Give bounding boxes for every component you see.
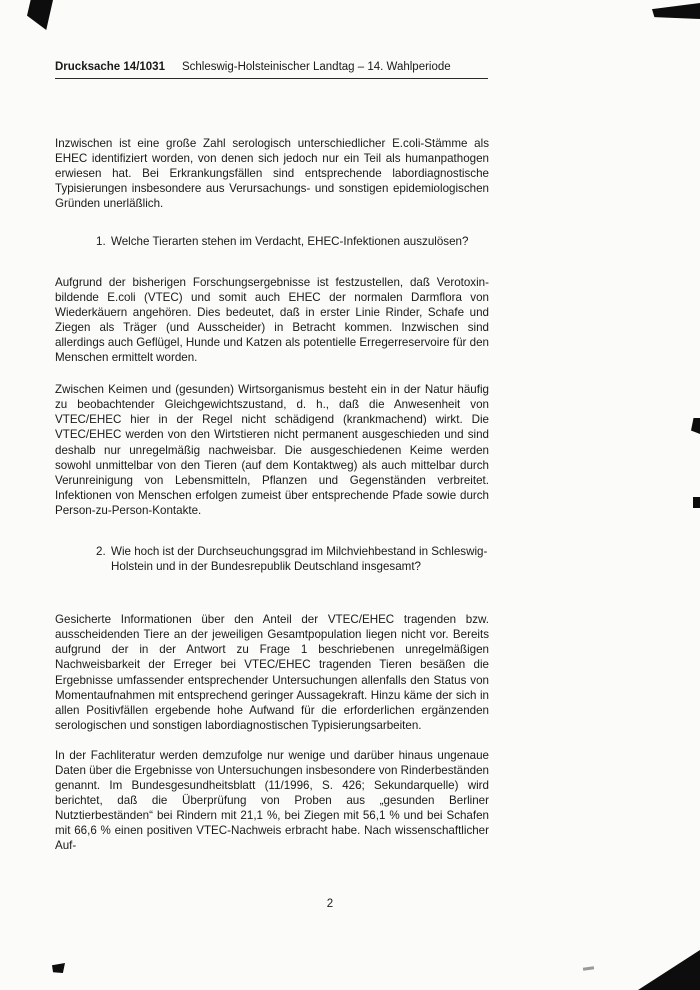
doc-number: Drucksache 14/1031 [55, 61, 165, 73]
paragraph-answer2a: Gesicherte Informationen über den Anteil der VTEC/EHEC tragenden bzw. ausscheidenden Tiere an der jeweiligen Gesamtpopulation liegen nicht vor. Bereits aufgrund der in der Antwort zu Frage 1 beschriebenen unregelmäßigen Nachweisbarkeit der Erreger bei VTEC/EHEC tragenden Tieren besäßen die Ergebnisse umfassender entsprechender Untersuchungen allenfalls den Status von Momentaufnahmen mit entsprechend geringer Aussagekraft. Hinzu käme der sich in allen Positivfällen ergebende hohe Aufwand für die erforderlichen ergänzenden serologischen und sonstigen labordiagnostischen Typisierungsarbeiten. [55, 613, 489, 732]
question-1 [96, 234, 489, 249]
question-2-number: 2. [96, 544, 106, 558]
paragraph-answer2b: In der Fachliteratur werden demzufolge nur wenige und darüber hinaus ungenaue Daten über die Ergebnisse von Untersuchungen insbesondere von Rinderbeständen genannt. Im Bundesgesundheitsblatt (11/1996, S. 426; Sekundarquelle) wird berichtet, daß die Überprüfung von Proben aus „gesunden Berliner Nutztierbeständen“ bei Rindern mit 21,1 %, bei Ziegen mit 56,1 % und bei Schafen mit 66,6 % einen positiven VTEC-Nachweis erbracht habe. Nach wissenschaftlicher Auf- [55, 748, 489, 853]
document-header [55, 61, 488, 73]
paragraph-answer1a: Aufgrund der bisherigen Forschungsergebnisse ist festzustellen, daß Verotoxin-bildende E.coli (VTEC) und somit auch EHEC der normalen Darmflora von Wiederkäuern angehören. Dies bedeutet, daß in erster Linie Rinder, Schafe und Ziegen als Träger (und Ausscheider) in Betracht kommen. Inzwischen sind allerdings auch Geflügel, Hunde und Katzen als potentielle Erregerreservoire für den Menschen ermittelt worden. [55, 275, 489, 365]
scan-artifact-top-left [27, 0, 53, 30]
scan-artifact-right-lower [693, 497, 700, 508]
page-number: 2 [326, 898, 334, 910]
paragraph-answer1b: Zwischen Keimen und (gesunden) Wirtsorganismus besteht ein in der Natur häufig zu beobachtender Gleichgewichtszustand, d. h., daß die Anwesenheit von VTEC/EHEC hier in der Regel nicht schädigend (krankmachend) wirkt. Die VTEC/EHEC werden von den Wirtstieren nicht permanent ausgeschieden und sind deshalb nur unregelmäßig nachweisbar. Die ausgeschiedenen Keime werden sowohl unmittelbar von den Tieren (auf dem Kontaktweg) als auch mittelbar durch Verunreinigung von Lebensmitteln, Pflanzen und Gegenständen verbreitet. Infektionen von Menschen erfolgen zumeist über entsprechende Pfade sowie durch Person-zu-Person-Kontakte. [55, 383, 489, 517]
header-rule [55, 78, 488, 79]
question-2-text: Wie hoch ist der Durchseuchungsgrad im Milchviehbestand in Schleswig-Holstein und in der Bundesrepublik Deutschland insgesamt? [111, 544, 488, 574]
scan-artifact-bottom-left [52, 963, 65, 973]
question-1-text: Welche Tierarten stehen im Verdacht, EHEC-Infektionen auszulösen? [111, 235, 469, 249]
paragraph-intro: Inzwischen ist eine große Zahl serologisch unterschiedlicher E.coli-Stämme als EHEC identifiziert worden, von denen sich jedoch nur ein Teil als humanpathogen erwiesen hat. Bei Erkrankungsfällen sind entsprechende labordiagnostische Typisierungen insbesondere aus Verursachungs- und sonstigen epidemiologischen Gründen unerläßlich. [55, 137, 489, 211]
scan-artifact-bottom-right [638, 950, 700, 990]
doc-title: Schleswig-Holsteinischer Landtag – 14. Wahlperiode [181, 61, 451, 73]
question-1-number: 1. [96, 235, 106, 249]
document-body [55, 136, 489, 854]
scan-artifact-top-right [652, 3, 700, 19]
scan-artifact-bottom-dash [583, 966, 594, 971]
question-2 [96, 544, 489, 574]
scan-artifact-right-upper [691, 418, 700, 434]
